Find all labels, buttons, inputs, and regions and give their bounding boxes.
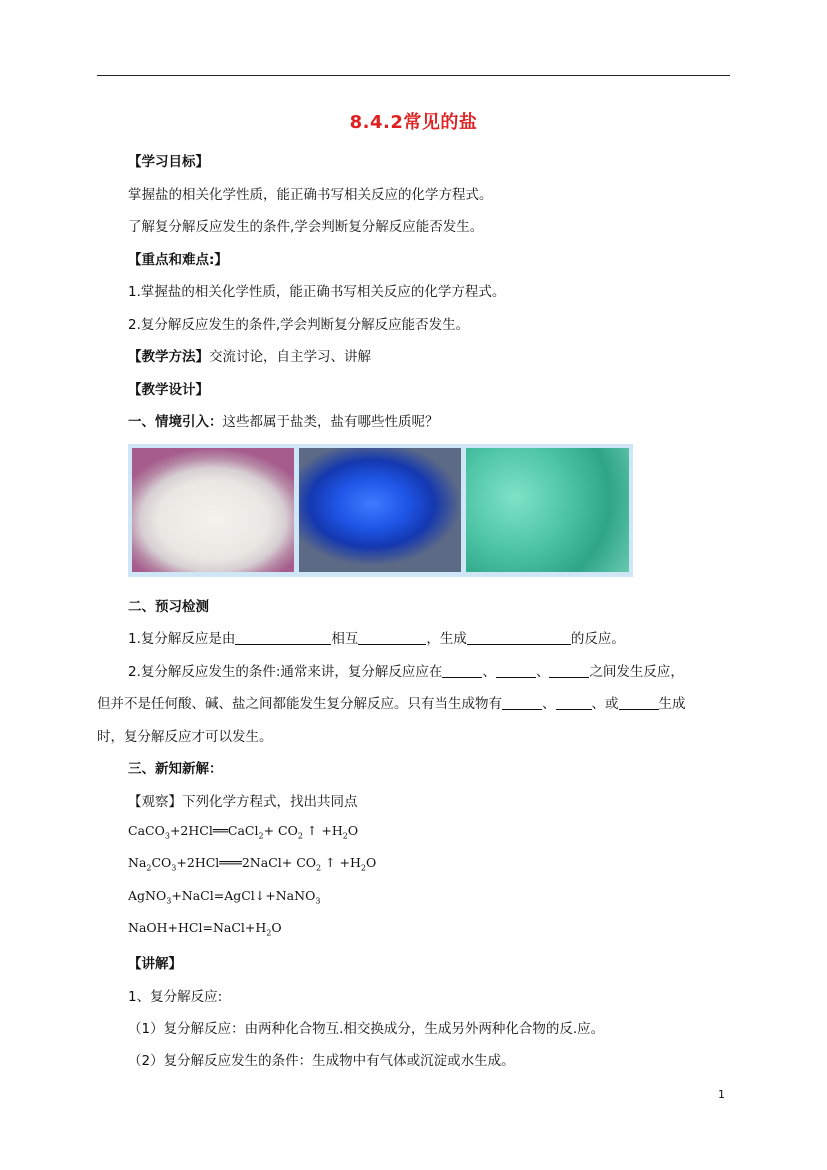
eq-subscript: 3 bbox=[164, 831, 170, 841]
q2-sep: 、 bbox=[535, 664, 550, 680]
goal-item-1: 掌握盐的相关化学性质，能正确书写相关反应的化学方程式。 bbox=[128, 187, 493, 203]
eq-subscript: 3 bbox=[171, 863, 177, 873]
header-rule bbox=[97, 75, 730, 76]
q1-text-a: 1.复分解反应是由 bbox=[128, 631, 236, 647]
q2-text-a: 2.复分解反应发生的条件:通常来讲，复分解反应应在 bbox=[128, 664, 443, 680]
observe-label: 【观察】 bbox=[128, 794, 182, 810]
green-crystal-photo bbox=[466, 448, 629, 572]
eq-subscript: 2 bbox=[146, 863, 152, 873]
observe-text: 下列化学方程式，找出共同点 bbox=[182, 794, 358, 810]
intro-line bbox=[128, 410, 439, 430]
eq-part: +2HCl══CaCl bbox=[169, 823, 259, 838]
equation-1 bbox=[128, 823, 358, 841]
salt-photos-strip bbox=[128, 444, 633, 577]
blank[interactable] bbox=[619, 695, 659, 710]
page-title: 8.4.2常见的盐 bbox=[349, 112, 478, 133]
q2-text-d: 生成 bbox=[658, 696, 686, 712]
eq-subscript: 2 bbox=[297, 831, 303, 841]
key-heading: 【重点和难点:】 bbox=[128, 252, 228, 268]
newknow-heading: 三、新知新解： bbox=[128, 761, 223, 777]
equation-2 bbox=[128, 855, 376, 873]
blank[interactable] bbox=[467, 630, 571, 645]
eq-part: O bbox=[271, 920, 282, 935]
blank[interactable] bbox=[556, 695, 592, 710]
intro-heading: 一、情境引入： bbox=[128, 414, 223, 430]
blank[interactable] bbox=[502, 695, 542, 710]
q2-sep: 、 bbox=[542, 696, 556, 712]
method-heading: 【教学方法】 bbox=[128, 349, 209, 365]
eq-subscript: 2 bbox=[266, 928, 272, 938]
preview-q2-line1 bbox=[128, 660, 684, 680]
equation-3 bbox=[128, 888, 320, 906]
eq-part: + CO bbox=[263, 823, 298, 838]
eq-part: AgNO bbox=[128, 888, 167, 903]
blank[interactable] bbox=[496, 663, 536, 678]
eq-part: Na bbox=[128, 855, 147, 870]
eq-subscript: 2 bbox=[342, 831, 348, 841]
eq-part: CO bbox=[151, 855, 172, 870]
eq-part: ↑ +H bbox=[302, 823, 343, 838]
preview-heading: 二、预习检测 bbox=[128, 599, 209, 615]
page-number: 1 bbox=[718, 1088, 725, 1101]
eq-subscript: 2 bbox=[316, 863, 322, 873]
eq-subscript: 2 bbox=[258, 831, 264, 841]
q1-text-d: 的反应。 bbox=[570, 631, 625, 647]
goal-item-2: 了解复分解反应发生的条件,学会判断复分解反应能否发生。 bbox=[128, 219, 484, 235]
eq-subscript: 3 bbox=[166, 896, 172, 906]
eq-part: ↑ +H bbox=[321, 855, 361, 870]
q1-text-c: ，生成 bbox=[426, 631, 467, 647]
blank[interactable] bbox=[235, 630, 331, 645]
lecture-sub1: 1、复分解反应: bbox=[128, 989, 223, 1005]
eq-part: CaCO bbox=[128, 823, 165, 838]
blank[interactable] bbox=[358, 630, 426, 645]
eq-part: O bbox=[366, 855, 377, 870]
lecture-heading: 【讲解】 bbox=[128, 956, 182, 972]
lecture-point-2: （2）复分解反应发生的条件：生成物中有气体或沉淀或水生成。 bbox=[128, 1053, 515, 1069]
key-item-2: 2.复分解反应发生的条件,学会判断复分解反应能否发生。 bbox=[128, 317, 470, 333]
q2-text-b: 之间发生反应， bbox=[589, 664, 684, 680]
method-text: 交流讨论，自主学习、讲解 bbox=[209, 349, 371, 365]
design-heading: 【教学设计】 bbox=[128, 382, 209, 398]
eq-subscript: 2 bbox=[360, 863, 367, 873]
equation-4 bbox=[128, 920, 282, 938]
blue-crystal-photo bbox=[299, 448, 461, 572]
eq-part: NaOH+HCl=NaCl+H bbox=[128, 920, 267, 935]
eq-subscript: 3 bbox=[315, 896, 321, 906]
q2-sep: 、或 bbox=[591, 696, 619, 712]
observe-line bbox=[128, 790, 358, 810]
intro-text: 这些都属于盐类，盐有哪些性质呢？ bbox=[222, 414, 439, 430]
preview-q1 bbox=[128, 627, 625, 647]
preview-q2-line2 bbox=[97, 692, 686, 712]
q2-sep: 、 bbox=[482, 664, 496, 680]
key-item-1: 1.掌握盐的相关化学性质，能正确书写相关反应的化学方程式。 bbox=[128, 284, 506, 300]
blank[interactable] bbox=[442, 663, 482, 678]
blank[interactable] bbox=[549, 663, 589, 678]
eq-part: +2HCl═══2NaCl+ CO bbox=[176, 855, 317, 870]
lecture-point-1: （1）复分解反应：由两种化合物互.相交换成分，生成另外两种化合物的反.应。 bbox=[128, 1021, 605, 1037]
method-line bbox=[128, 345, 371, 365]
goals-heading: 【学习目标】 bbox=[128, 154, 209, 170]
eq-part: O bbox=[347, 823, 359, 838]
preview-q2-line3: 时，复分解反应才可以发生。 bbox=[97, 729, 273, 745]
q2-text-c: 但并不是任何酸、碱、盐之间都能发生复分解反应。只有当生成物有 bbox=[97, 696, 502, 712]
white-salt-photo bbox=[132, 448, 294, 572]
eq-part: +NaCl=AgCl↓+NaNO bbox=[171, 888, 316, 903]
q1-text-b: 相互 bbox=[331, 631, 359, 647]
